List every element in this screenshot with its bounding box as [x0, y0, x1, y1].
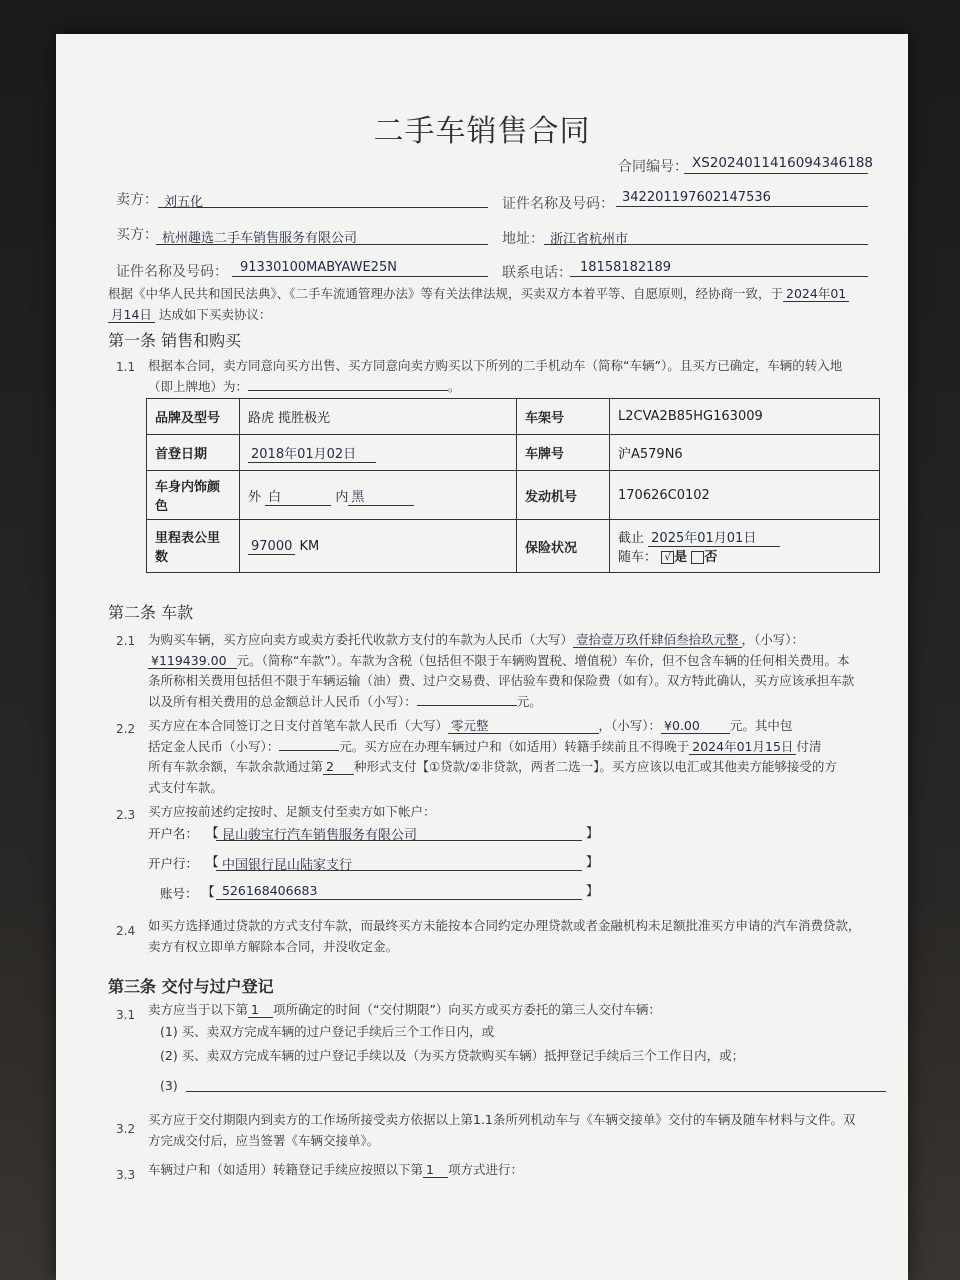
clause-2-2: 买方应在本合同签订之日支付首笔车款人民币（大写） 零元整 ，（小写）： ¥0.00 元。其中包 括定金人民币（小写）： 元。买方应在办理车辆过户和（如适用）转籍手续前且不得晚于 2024年01月15日 付清 所有车款余额，车款余款通过第 2 种形式支付【①贷款/②非贷款，两者二选一】。买方应该以电汇或其他卖方能够接受的方 式支付车款。 [148, 718, 837, 795]
checkbox-no[interactable] [691, 551, 704, 564]
no-label: 否 [704, 550, 718, 565]
account-bank: 中国银行昆山陆家支行 [222, 858, 353, 873]
clause-num: 2.2 [116, 722, 136, 736]
engine-value: 170626C0102 [610, 471, 880, 520]
bracket-left: 【 [206, 854, 219, 869]
clause-3-1: 卖方应当于以下第 1 项所确定的时间（“交付期限”）向买方或买方委托的第三人交付车辆： [148, 1002, 661, 1017]
yes-label: 是 [674, 550, 688, 565]
section-1-title: 第一条 销售和购买 [108, 331, 242, 350]
clause-num: 3.2 [116, 1122, 136, 1136]
bracket-right: 】 [586, 854, 599, 869]
reg-date-value: 2018年01月02日 [248, 447, 376, 463]
color-header: 车身内饰颜色 [147, 471, 240, 520]
section-2-title: 第二条 车款 [108, 603, 194, 622]
clause-num: 3.3 [116, 1168, 136, 1182]
mileage-unit: KM [299, 538, 320, 554]
buyer-phone-value: 18158182189 [580, 260, 671, 275]
buyer-addr-label: 地址： [502, 231, 544, 247]
insurance-header: 保险状况 [517, 520, 610, 573]
vin-header: 车架号 [517, 399, 610, 435]
clause-2-3: 买方应按前述约定按时、足额支付至卖方如下帐户： [148, 804, 436, 819]
seller-label: 卖方： [116, 192, 158, 208]
plate-header: 车牌号 [517, 435, 610, 471]
plate-value: 沪A579N6 [610, 435, 880, 471]
seller-name: 刘五化 [164, 195, 204, 210]
bracket-right: 】 [586, 883, 599, 898]
bracket-left: 【 [202, 884, 215, 899]
clause-2-4: 如买方选择通过贷款的方式支付车款，而最终买方未能按本合同约定办理贷款或者金融机构未足额批准买方申请的汽车消费贷款， 卖方有权立即单方解除本合同，并没收定金。 [148, 918, 861, 954]
engine-header: 发动机号 [517, 471, 610, 520]
buyer-id-value: 91330100MABYAWE25N [240, 260, 397, 275]
insurance-until-label: 截止 [618, 531, 645, 546]
int-color-value: 黑 [348, 490, 414, 506]
account-no-label: 账号： [160, 886, 198, 901]
mileage-header: 里程表公里数 [147, 520, 240, 573]
option-1: (1) 买、卖双方完成车辆的过户登记手续后三个工作日内，或 [160, 1024, 495, 1039]
buyer-label: 买方： [116, 227, 158, 243]
checkbox-yes[interactable]: √ [661, 551, 674, 564]
buyer-addr-value: 浙江省杭州市 [550, 232, 629, 247]
insurance-date: 2025年01月01日 [648, 531, 780, 547]
clause-num: 1.1 [116, 360, 136, 374]
buyer-id-label: 证件名称及号码： [116, 264, 228, 280]
clause-num: 2.4 [116, 924, 136, 938]
buyer-name: 杭州趣选二手车销售服务有限公司 [162, 231, 358, 246]
account-bank-label: 开户行： [148, 856, 199, 871]
clause-num: 2.1 [116, 634, 136, 648]
mileage-value: 97000 [248, 539, 295, 555]
option-3: (3) [160, 1078, 178, 1093]
clause-num: 3.1 [116, 1008, 136, 1022]
vehicle-table [146, 398, 880, 573]
clause-3-3: 车辆过户和（如适用）转籍登记手续应按照以下第 1 项方式进行： [148, 1162, 523, 1177]
reg-date-header: 首登日期 [147, 435, 240, 471]
bracket-left: 【 [206, 825, 219, 840]
contract-no-value: XS2024011416094346188 [692, 155, 874, 171]
buyer-phone-label: 联系电话： [502, 265, 572, 281]
vin-value: L2CVA2B85HG163009 [610, 399, 880, 435]
seller-id-value: 342201197602147536 [622, 190, 771, 205]
account-name-label: 开户名： [148, 826, 199, 841]
page-title: 二手车销售合同 [373, 114, 591, 149]
brand-value: 路虎 揽胜极光 [240, 399, 517, 435]
clause-2-1: 为购买车辆，买方应向卖方或卖方委托代收款方支付的车款为人民币（大写） 壹拾壹万玖仟肆佰叁拾玖元整 ，（小写）： ¥119439.00 元。（简称“车款”）。车款为含税（包括但不限于车辆购置税、增值税）车价，但不包含车辆的任何相关费用。本 条所称相关费用包括但不限于车辆运输（油）费、过户交易费、评估验车费和保险费（如有）。双方特此确认，买方应该承担车款 以及所有相关费用的总金额总计人民币（小写）： 元。 [148, 632, 855, 709]
account-name: 昆山骏宝行汽车销售服务有限公司 [222, 828, 418, 843]
insurance-follow-label: 随车： [618, 550, 658, 565]
ext-color-label: 外 [248, 489, 262, 505]
ext-color-value: 白 [265, 490, 331, 506]
seller-id-label: 证件名称及号码： [502, 196, 614, 212]
contract-paper [56, 34, 908, 1280]
brand-header: 品牌及型号 [147, 399, 240, 435]
clause-3-2: 买方应于交付期限内到卖方的工作场所接受卖方依据以上第1.1条所列机动车与《车辆交接单》交付的车辆及随车材料与文件。双 方完成交付后，应当签署《车辆交接单》。 [148, 1112, 856, 1148]
intro-paragraph: 根据《中华人民共和国民法典》、《二手车流通管理办法》等有关法律法规，买卖双方本着平等、自愿原则，经协商一致，于 2024年01 月14日 达成如下买卖协议： [108, 284, 878, 325]
account-no: 526168406683 [222, 883, 318, 898]
int-color-label: 内 [335, 489, 349, 505]
option-2: (2) 买、卖双方完成车辆的过户登记手续以及（为买方贷款购买车辆）抵押登记手续后三个工作日内，或； [160, 1048, 745, 1063]
clause-num: 2.3 [116, 808, 136, 822]
contract-no-label: 合同编号： [618, 159, 688, 175]
bracket-right: 】 [586, 825, 599, 840]
section-3-title: 第三条 交付与过户登记 [108, 977, 274, 996]
clause-1-1: 根据本合同，卖方同意向买方出售、买方同意向卖方购买以下所列的二手机动车（简称“车辆”）。且买方已确定，车辆的转入地 （即上牌地）为： 。 [148, 358, 843, 394]
